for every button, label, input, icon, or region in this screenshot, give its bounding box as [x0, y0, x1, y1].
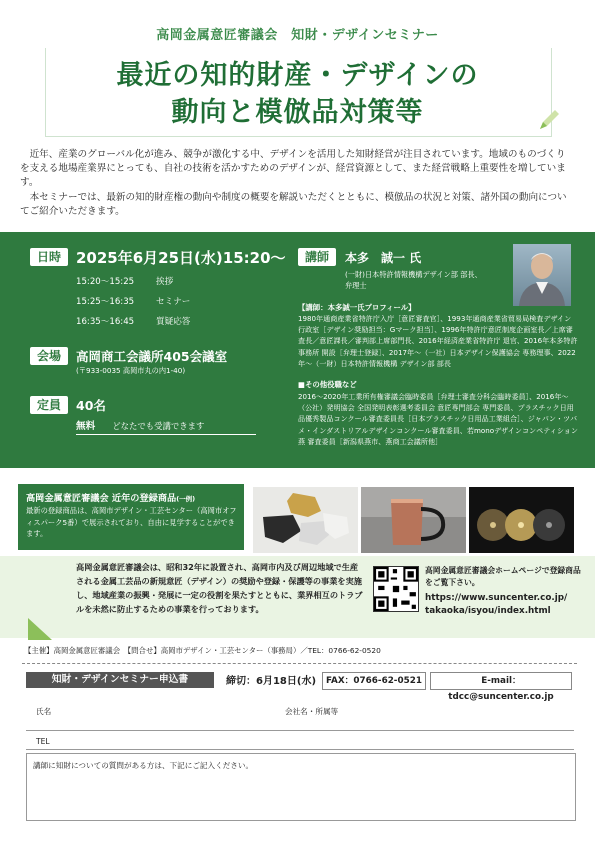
event-date: 2025年6月25日(水)15:20～	[76, 249, 286, 267]
schedule-time-2: 15:25～16:35	[76, 297, 135, 307]
cut-line	[22, 663, 577, 664]
page-title-line2: 動向と模倣品対策等	[171, 97, 424, 128]
products-title	[26, 490, 195, 504]
capacity-value: 40名	[76, 398, 106, 413]
email-address[interactable]: E-mail：tdcc@suncenter.co.jp	[430, 672, 572, 690]
fax-number: FAX：0766-62-0521	[322, 672, 426, 690]
homepage-url-line1[interactable]: https://www.suncenter.co.jp/	[425, 593, 568, 603]
speaker-portrait-icon	[513, 244, 571, 306]
tel-label: TEL	[36, 737, 50, 746]
speaker-role: 弁理士	[345, 281, 367, 290]
product-image-keyholders	[253, 487, 358, 553]
date-tag: 日時	[30, 248, 68, 266]
products-title-note: (一例)	[176, 495, 196, 503]
homepage-url[interactable]	[425, 592, 585, 617]
intro-text	[20, 148, 575, 219]
schedule-item-1: 挨拶	[156, 277, 174, 287]
form-deadline: 締切：6月18日(水)	[226, 676, 317, 687]
fee-note: どなたでも受講できます	[112, 421, 205, 431]
speaker-photo	[513, 244, 571, 306]
qr-code-icon[interactable]	[373, 566, 419, 612]
homepage-text: 高岡金属意匠審議会ホームページで登録商品をご覧下さい。	[425, 566, 581, 587]
schedule-item-2: セミナー	[156, 297, 191, 307]
pencil-icon	[537, 108, 561, 132]
other-roles-text: 2016～2020年工業所有権審議会臨時委員［弁理士審査分科会臨時委員］、2016年～（公社）発明協会 全国発明表彰選考委員会 意匠専門部会 専門委員、プラスチック日用品優秀製品コンクール審査委員長［日本プラスチック日用品工業組合］、ジャパン・ツバメ・インダストリアルデザインコンクール審査委員、若monoデザインコンペティション燕 審査委員［新潟県燕市、燕商工会議所他］	[298, 392, 578, 446]
venue-name: 高岡商工会議所405会議室	[76, 349, 228, 364]
intro-paragraph-2: 本セミナーでは、最新の知的財産権の動向や制度の概要を解説いただくとともに、模倣品の状況と対策、諸外国の動向についてご紹介いただきます。	[20, 191, 567, 217]
row-divider-1	[26, 730, 574, 731]
form-title: 知財・デザインセミナー申込書	[26, 672, 214, 688]
fee-line	[76, 418, 256, 435]
speaker-name: 本多 誠一 氏	[345, 251, 422, 265]
corner-fold-icon	[28, 618, 52, 640]
page-title-line1: 最近の知的財産・デザインの	[116, 60, 479, 91]
council-description: 高岡金属意匠審議会は、昭和32年に設置され、高岡市内及び周辺地域で生産される金属工芸品の新規意匠（デザイン）の奨励や登録・保護等の事業を実施し、地域産業の振興・発展に一定の役割を果たすとともに、業界相互のトラブルを未然に防止するための事業を行っております。	[76, 562, 363, 614]
product-image-bells	[469, 487, 574, 553]
homepage-url-line2[interactable]: takaoka/isyou/index.html	[425, 605, 551, 616]
company-label: 会社名・所属等	[285, 707, 339, 716]
venue-address: (〒933-0035 高岡市丸の内1-40)	[76, 366, 186, 375]
other-roles-heading: ■その他役職など	[298, 380, 357, 389]
capacity-tag: 定員	[30, 396, 68, 414]
schedule-time-3: 16:35～16:45	[76, 317, 135, 327]
products-title-text: 高岡金属意匠審議会 近年の登録商品	[26, 493, 177, 504]
speaker-tag: 講師	[298, 248, 336, 266]
schedule-item-3: 質疑応答	[156, 317, 191, 327]
fee-value: 無料	[76, 421, 96, 432]
products-caption-text: 最新の登録商品は、高岡市デザイン・工芸センター（高岡市オフィスパーク5番）で展示されており、自由に見学することができます。	[26, 506, 237, 538]
profile-heading: 【講師：本多誠一氏プロフィール】	[298, 303, 416, 312]
company-field[interactable]	[276, 700, 476, 730]
profile-text: 1980年通商産業省特許庁入庁［意匠審査官］、1993年通商産業省貿易局検査デザイン行政室［デザイン奨励担当：Gマーク担当］、1996年特許庁意匠制度企画室長／上席審査長／意匠課長／審判部上席部門長、2016年経済産業省特許庁 退官、2016年本多特許事務所 開設［弁理士登録］、2017年～（一社）日本デザイン保護協会 専務理事、2022年～（一財）日本特許情報機構 デザイン部 部長	[298, 314, 578, 368]
name-field[interactable]	[26, 700, 266, 730]
product-image-cup	[361, 487, 466, 553]
row-divider-2	[26, 749, 574, 750]
schedule-time-1: 15:20～15:25	[76, 277, 135, 287]
name-label: 氏名	[36, 707, 52, 716]
speaker-affiliation: (一財)日本特許情報機構デザイン部 部長、	[345, 270, 482, 279]
tel-field[interactable]	[60, 733, 570, 749]
intro-paragraph-1: 近年、産業のグローバル化が進み、競争が激化する中、デザインを活用した知財経営が注目されています。地域のものづくりを支える地場産業界にとっても、自社の技術を活かすためのデザインが、経営資源として、また経営戦略上重要性を増しています。	[20, 149, 566, 189]
seminar-subtitle: 高岡金属意匠審議会 知財・デザインセミナー	[156, 28, 439, 43]
question-label: 講師に知財についての質問がある方は、下記にご記入ください。	[33, 761, 254, 770]
venue-tag: 会場	[30, 347, 68, 365]
organizer-contact: 【主催】高岡金属意匠審議会 【問合せ】高岡市デザイン・工芸センター（事務局）／TEL：0766-62-0520	[24, 646, 381, 655]
